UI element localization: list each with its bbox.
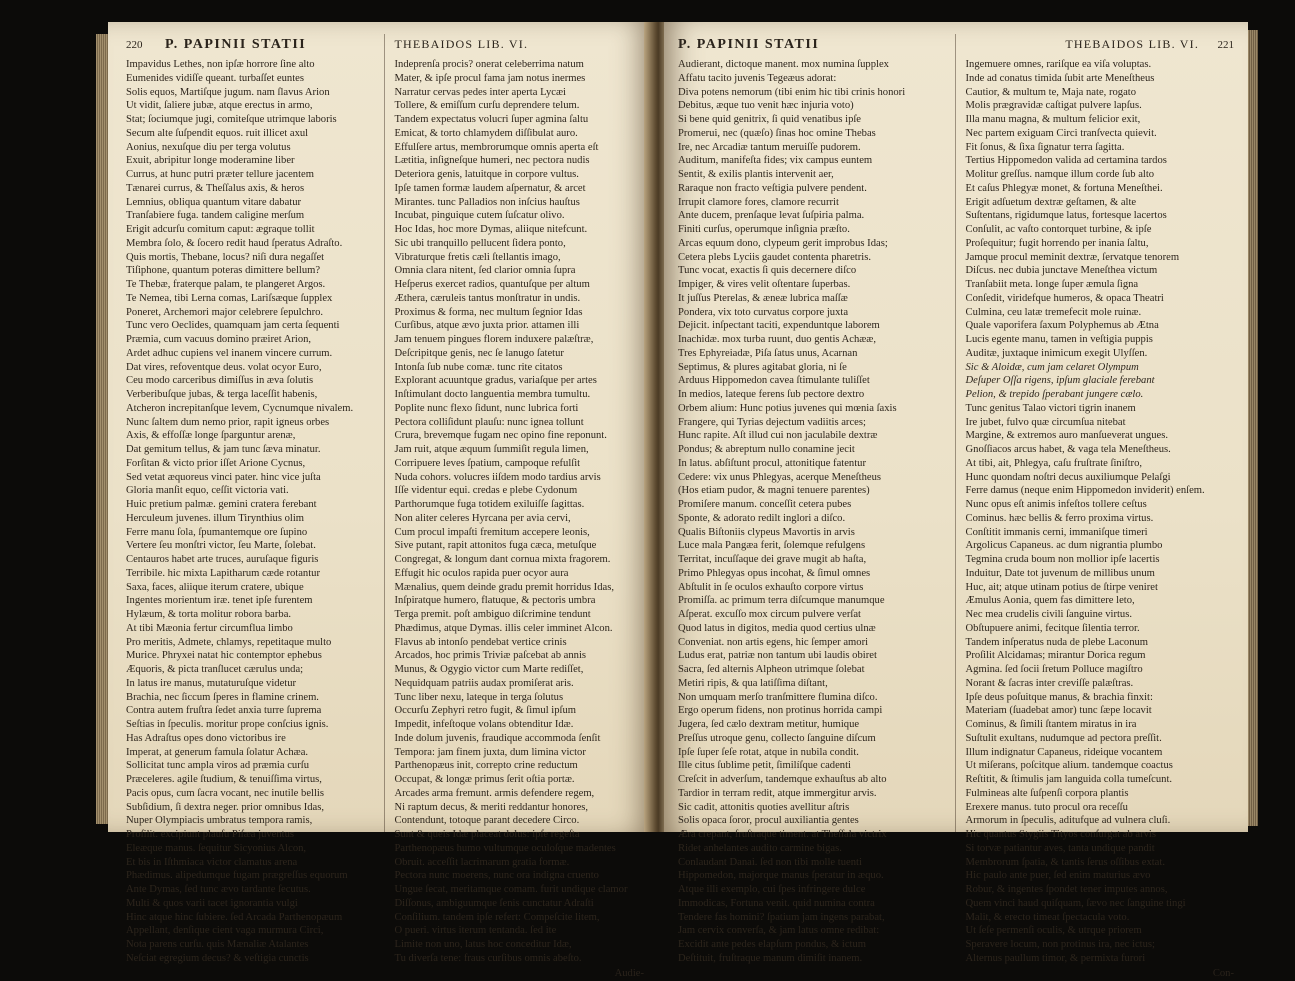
verse-line: Contra autem fruſtra ſedet anxia turre ſuprema bbox=[126, 705, 322, 717]
verse-line: Promerui, nec (quæſo) ſinas hoc omine Thebas bbox=[678, 127, 876, 139]
verse-line: (Hos etiam pudor, & magni tenuere parentes) bbox=[678, 485, 870, 497]
verse-line: Mirantes. tunc Palladios non inſcius hauſtus bbox=[394, 196, 580, 208]
verse-line: Frangere, qui Tyrias dejectum vadiitis arces; bbox=[678, 416, 866, 428]
verse-line: Abſtulit in ſe oculos exhauſto corpore virtus bbox=[678, 581, 864, 593]
verse-line: Narratur cervas pedes inter aperta Lycæi bbox=[394, 86, 566, 98]
verse-line: Forſitan & victo prior iſſet Arione Cycnus, bbox=[126, 457, 306, 469]
right-page-catchword: Con- bbox=[1212, 967, 1234, 979]
verse-line: Qualis Biſtoniis clypeus Mavortis in arvis bbox=[678, 526, 855, 538]
verse-line: Vibraturque fretis cæli ſtellantis imago, bbox=[394, 251, 561, 263]
verse-line: Atcheron increpitanſque levem, Cycnumque nivalem. bbox=[126, 402, 354, 414]
verse-line: Phædimus, atque Dymas. illis celer imminet Alcon. bbox=[394, 622, 613, 634]
verse-line: Erigit adcurſu comitum caput: ægraque tollit bbox=[126, 224, 315, 235]
verse-line: Mænalius, quem deinde gradu premit horridus Idas, bbox=[394, 581, 614, 593]
verse-line: Obruit. acceſſit lacrimarum gratia formæ. bbox=[394, 856, 570, 868]
verse-line: Gnoſſiacos arcus habet, & vaga tela Meneſtheus. bbox=[965, 444, 1171, 455]
verse-line: Diſcus. nec dubia junctave Meneſthea victum bbox=[965, 265, 1158, 277]
book-spread bbox=[108, 22, 1248, 979]
verse-line: Subſidium, ſi dextra neger. prior omnibus Idas, bbox=[126, 801, 325, 813]
verse-line: Munus, & Ogygio victor cum Marte rediſſet, bbox=[394, 664, 584, 675]
verse-line: Suſtulit exultans, nudumque ad pectora preſſit. bbox=[965, 732, 1162, 744]
verse-line: Congregat, & longum dant cornua mixta fragorem. bbox=[394, 554, 611, 565]
verse-line: Sacra, ſed alternis Alpheon utrimque ſolebat bbox=[678, 664, 865, 675]
verse-line: Eumenides vidiſſe queant. turbaſſet euntes bbox=[126, 72, 304, 84]
verse-line: Ipſe deus poſuitque manus, & brachia finxit: bbox=[965, 691, 1153, 703]
verse-line: Omnia clara nitent, ſed clarior omnia ſupra bbox=[394, 265, 576, 277]
verse-line: Deſuper Oſſa rigens, ipſum glaciale ferebant bbox=[965, 375, 1155, 387]
verse-line: Exuit, abripitur longe moderamine liber bbox=[126, 155, 295, 167]
verse-line: Hoc Idas, hoc more Dymas, aliique nitefcunt. bbox=[394, 224, 588, 235]
verse-line: Arcados, hoc primis Triviæ paſcebat ab annis bbox=[394, 650, 587, 662]
verse-line: Occurſu Zephyri retro fugit, & ſimul ipſum bbox=[394, 705, 577, 717]
verse-line: Suſtentans, rigidumque latus, fortesque lacertos bbox=[965, 210, 1167, 222]
verse-line: Tandem inſperatus nuda de plebe Laconum bbox=[965, 636, 1149, 648]
verse-line: Jugera, ſed cælo dextram metitur, humique bbox=[678, 719, 860, 730]
verse-line: Ante ducem, prenſaque levat ſuſpiria palma. bbox=[678, 210, 865, 222]
verse-line: Pondus; & abreptum nullo conamine jecit bbox=[678, 444, 855, 455]
verse-line: Sic ubi tranquillo pellucent ſidera ponto, bbox=[394, 237, 566, 249]
verse-line: Proſequitur; fugit horrendo per inania ſaltu, bbox=[965, 237, 1149, 249]
verse-line: Promiſere manum. conceſſit cetera pubes bbox=[678, 499, 852, 510]
verse-line: Inſpiratque humero, flatuque, & pectoris umbra bbox=[394, 595, 596, 607]
verse-line: Parthorumque fuga totidem exiluiſſe ſagittas. bbox=[394, 499, 585, 510]
verse-line: Corripuere leves ſpatium, campoque refulſit bbox=[394, 457, 581, 469]
verse-line: Preſſus utroque genu, collecto ſanguine diſcum bbox=[678, 732, 876, 744]
left-page-book-number: LIB. VI. bbox=[477, 37, 529, 51]
right-page-column-2 bbox=[955, 34, 1235, 979]
left-page-text-col2 bbox=[395, 58, 645, 966]
verse-line: Proſilit Alcidamas; mirantur Dorica regum bbox=[965, 650, 1146, 662]
verse-line: Quem vinci haud quiſquam, ſævo nec ſanguine tingi bbox=[965, 897, 1186, 909]
left-page-running-head bbox=[126, 34, 376, 58]
verse-line: Nunc ſaltem dum nemo prior, rapit igneus orbes bbox=[126, 416, 330, 428]
verse-line: Jamque procul meminit dextræ, ſervatque tenorem bbox=[965, 251, 1180, 263]
verse-line: Te Thebæ, fraterque palam, te plangeret Argos. bbox=[126, 279, 326, 290]
verse-line: Alternus paullum timor, & permixta furori bbox=[965, 952, 1146, 964]
left-page-text-col1 bbox=[126, 58, 376, 966]
verse-line: Præmia, cum vacuus domino præiret Arion, bbox=[126, 334, 312, 345]
verse-line: Septimus, & plures agitabat gloria, ni ſe bbox=[678, 361, 847, 373]
verse-line: Axis, & effoſſæ longe ſparguntur arenæ, bbox=[126, 430, 296, 442]
verse-line: Nuda cohors. volucres iiſdem modo tardius arvis bbox=[394, 471, 601, 483]
verse-line: Quod latus in digitos, media quod certius ulnæ bbox=[678, 622, 876, 634]
verse-line: Ceu modo carceribus dimiſſus in æva ſolutis bbox=[126, 375, 314, 387]
verse-line: Cautior, & multum te, Maja nate, rogato bbox=[965, 86, 1137, 98]
verse-line: Sunt & queis Idæ placeat dolus: ipſe regeſta bbox=[394, 829, 580, 840]
verse-line: Quale vaporifera ſaxum Polyphemus ab Ætna bbox=[965, 320, 1159, 332]
verse-line: Verberibuſque jubas, & terga laceſſit habenis, bbox=[126, 389, 318, 400]
verse-line: Deſcripitque genis, nec ſe lanugo ſatetur bbox=[394, 347, 564, 359]
verse-line: Stat; ſociumque jugi, comiteſque utrimque laboris bbox=[126, 114, 337, 125]
verse-line: Curſibus, atque ævo juxta prior. attamen illi bbox=[394, 320, 580, 332]
verse-line: Pacis opus, cum ſacra vocant, nec inutile bellis bbox=[126, 787, 324, 799]
verse-line: At tibi, ait, Phlegya, caſu fruſtrate ſiniſtro, bbox=[965, 457, 1143, 469]
verse-line: Brachia, nec ſiccum ſperes in flamine crinem. bbox=[126, 691, 319, 703]
verse-line: Ut miſerans, poſcitque alium. tandemque coactus bbox=[965, 760, 1173, 772]
verse-line: Tardior in terram redit, atque immergitur arvis. bbox=[678, 787, 877, 799]
verse-line: Pro meritis, Admete, chlamys, repetitaque multo bbox=[126, 636, 332, 648]
verse-line: Conlaudant Danai. ſed non tibi molle tuenti bbox=[678, 856, 862, 868]
verse-line: Ille citus ſublime petit, ſimilíſque cadenti bbox=[678, 760, 851, 772]
verse-line: Hic quantus Stygiis Tityos conſurgat ab arvis bbox=[965, 829, 1156, 840]
verse-line: Erexere manus. tuto procul ora receſſu bbox=[965, 801, 1128, 813]
verse-line: Et bis in Iſthmiaca victor clamatus arena bbox=[126, 856, 298, 868]
verse-line: Culmina, ceu latæ tremefecit mole ruinæ. bbox=[965, 306, 1142, 318]
right-page-text-col1 bbox=[678, 58, 947, 966]
verse-line: Cedere: vix unus Phlegyas, acerque Meneſtheus bbox=[678, 471, 881, 483]
verse-line: Ire, nec Arcadiæ tantum meruiſſe pudorem. bbox=[678, 141, 861, 153]
verse-line: At tibi Mæonia fertur circumflua limbo bbox=[126, 622, 293, 634]
verse-line: Orbem alium: Hunc potius juvenes qui mœnia ſaxis bbox=[678, 402, 897, 414]
right-page-book-head bbox=[966, 34, 1235, 58]
verse-line: Intonſa ſub nube comæ. tunc rite citatos bbox=[394, 361, 563, 373]
verse-line: Tres Ephyreiadæ, Piſa ſatus unus, Acarnan bbox=[678, 347, 858, 359]
verse-line: Emicat, & torto chlamydem diſſibulat auro. bbox=[394, 127, 578, 139]
verse-line: Impedit, infeſtoque volans obtenditur Idæ. bbox=[394, 719, 574, 730]
verse-line: Ferre manu ſola, ſpumantemque ore ſupino bbox=[126, 526, 308, 538]
verse-line: Sollicitat tunc ampla viros ad præmia curſu bbox=[126, 760, 309, 772]
verse-line: Audierant, dictoque manent. mox numina ſupplex bbox=[678, 59, 889, 70]
verse-line: Erigit adſuetum dextræ geſtamen, & alte bbox=[965, 196, 1137, 208]
verse-line: Atque illi exemplo, cui ſpes infringere dulce bbox=[678, 884, 866, 895]
verse-line: Sive putant, rapit attonitos fuga cæca, metuſque bbox=[394, 540, 597, 552]
verse-line: Occupat, & longæ primus ſerit oſtia portæ. bbox=[394, 774, 575, 785]
verse-line: Præceleres. agile ſtudium, & tenuiſſima virtus, bbox=[126, 774, 322, 785]
verse-line: Arcades arma fremunt. armis defendere regem, bbox=[394, 787, 595, 799]
verse-line: Sic & Aloidæ, cum jam celaret Olympum bbox=[965, 361, 1139, 373]
verse-line: Æra crepant, fruſtraque timent. at Theſſala victrix bbox=[678, 829, 887, 840]
verse-line: Herculeum juvenes. illum Tirynthius olim bbox=[126, 512, 305, 524]
verse-line: Ergo operum fidens, non protinus horrida campi bbox=[678, 705, 883, 717]
verse-line: Tertius Hippomedon valida ad certamina tardos bbox=[965, 155, 1167, 167]
verse-line: Cominus, & ſimili ſtantem miratus in ira bbox=[965, 719, 1137, 730]
left-page-number: 220 bbox=[126, 39, 143, 51]
left-page-book-head bbox=[395, 34, 645, 58]
verse-line: Non aliter celeres Hyrcana per avia cervi, bbox=[394, 512, 571, 524]
verse-line: Currus, at hunc putri præter tellure jacentem bbox=[126, 169, 314, 180]
verse-line: Finiti curſus, operumque inſignia præſto. bbox=[678, 224, 850, 235]
verse-line: Obſtupuere animi, fecitque ſilentia terror. bbox=[965, 622, 1140, 634]
verse-line: Irrupit clamore fores, clamore recurrit bbox=[678, 196, 839, 208]
verse-line: Tunc vocat, exactis ſi quis decernere diſco bbox=[678, 265, 857, 277]
verse-line: Effulſere artus, membrorumque omnis aperta eſt bbox=[394, 141, 599, 153]
verse-line: Hylæum, & torta molitur robora barba. bbox=[126, 609, 292, 620]
verse-line: Parthenopæus humo vultumque oculoſque madentes bbox=[394, 842, 616, 854]
verse-line: Centauros habet arte truces, auruſaque figuris bbox=[126, 554, 319, 565]
verse-line: Tranſabiit meta. longe ſuper æmula ſigna bbox=[965, 279, 1139, 290]
verse-line: Eleæque manus. ſequitur Sicyonius Alcon, bbox=[126, 842, 307, 854]
verse-line: Tunc liber nexu, lateque in terga ſolutus bbox=[394, 691, 564, 703]
verse-line: Jam cervix converſa, & jam latus omne redibat: bbox=[678, 925, 880, 937]
verse-line: Appellant, denſique cient vaga murmura Circi, bbox=[126, 925, 324, 937]
verse-line: Fit ſonus, & ſixa ſignatur terra ſagitta. bbox=[965, 141, 1125, 153]
verse-line: Dat vires, refoventque deus. volat ocyor Euro, bbox=[126, 361, 322, 373]
verse-line: Sentit, & exilis plantis intervenit aer, bbox=[678, 169, 834, 180]
right-page-running-head bbox=[678, 34, 947, 58]
verse-line: Hunc rapite. Aſt illud cui non jaculabile dextræ bbox=[678, 430, 878, 442]
verse-line: Dejicit. inſpectant taciti, expenduntque laborem bbox=[678, 320, 880, 332]
verse-line: Conſtitit immanis cerni, immaniſque timeri bbox=[965, 526, 1148, 538]
verse-line: Tandem expectatus volucri ſuper agmina ſaltu bbox=[394, 114, 589, 125]
verse-line: Nec mea crudelis civili ſanguine virtus. bbox=[965, 609, 1133, 620]
left-page-book-title: THEBAIDOS bbox=[394, 37, 474, 51]
verse-line: Hippomedon, majorque manus ſperatur in æquo. bbox=[678, 870, 884, 882]
right-page-book-title: THEBAIDOS bbox=[1065, 37, 1145, 51]
verse-line: Has Adraſtus opes dono victoribus ire bbox=[126, 732, 286, 744]
verse-line: Arduus Hippomedon cavea ſtimulante tuliſſet bbox=[678, 375, 870, 387]
verse-line: Dat gemitum tellus, & jam tunc ſæva minatur. bbox=[126, 444, 321, 455]
verse-line: Secum alte ſuſpendit equos. ruit illicet axul bbox=[126, 127, 309, 139]
verse-line: Pondera, vix toto curvatus corpore juxta bbox=[678, 306, 849, 318]
verse-line: Hunc quondam noſtri decus auxiliumque Pelaſgi bbox=[965, 471, 1171, 483]
verse-line: Illa manu magna, & multum felicior exit, bbox=[965, 114, 1141, 125]
verse-line: Ire jubet, fulvo quæ circumſua nitebat bbox=[965, 416, 1126, 428]
verse-line: Gloria manſit equo, ceſſit victoria vati. bbox=[126, 485, 289, 497]
verse-line: Impiger, & vires velit oſtentare ſuperbas. bbox=[678, 279, 851, 290]
verse-line: Inde dolum juvenis, fraudique accommoda ſenſit bbox=[394, 732, 601, 744]
right-page-author-title: P. PAPINII STATII bbox=[678, 37, 820, 52]
verse-line: Raraque non fracto veſtigia pulvere pendent. bbox=[678, 182, 867, 194]
verse-line: Materiam (ſuadebat amor) tunc ſæpe locavit bbox=[965, 705, 1152, 717]
verse-line: Poneret, Archemori major celebrere ſepulchro. bbox=[126, 306, 324, 318]
verse-line: Si torvæ patiantur aves, tanta undique pandit bbox=[965, 842, 1155, 854]
verse-line: Terribile. hic mixta Lapitharum cæde rotantur bbox=[126, 567, 320, 579]
verse-line: Aſperat. excuſſo mox circum pulvere verſat bbox=[678, 609, 861, 620]
verse-line: Ni raptum decus, & meriti reddantur honores, bbox=[394, 801, 589, 813]
verse-line: Luce mala Pangæa ferit, ſolemque refulgens bbox=[678, 540, 866, 552]
verse-line: Tænarei currus, & Theſſalus axis, & heros bbox=[126, 182, 305, 194]
verse-line: O pueri. virtus iterum tentanda. ſed ite bbox=[394, 925, 557, 937]
verse-line: Terga premit. poſt ambiguo diſcrimine tendunt bbox=[394, 609, 591, 620]
verse-line: Illum indignatur Capaneus, rideique vocantem bbox=[965, 746, 1163, 758]
verse-line: Conſedit, viridefque humeros, & opaca Theatri bbox=[965, 292, 1164, 304]
verse-line: Non umquam merſo tranſmittere flumina diſco. bbox=[678, 691, 878, 703]
verse-line: Membrorum ſpatia, & tantis ſerus oſſibus extat. bbox=[965, 856, 1165, 868]
verse-line: Nuper Olympiacis umbratus tempora ramis, bbox=[126, 815, 313, 827]
verse-line: Jam tenuem pingues florem induxere palæſtræ, bbox=[394, 334, 594, 345]
verse-line: Heſperus exercet radios, quantuſque per altum bbox=[394, 279, 590, 290]
verse-line: Inachidæ. mox turba ruunt, duo gentis Achææ, bbox=[678, 334, 877, 345]
verse-line: Tranſabiere fuga. tandem caligine merſum bbox=[126, 210, 305, 222]
verse-line: Diſſonus, ambiguumque ſenis cunctatur Adraſti bbox=[394, 897, 594, 909]
verse-line: Nota parens curſu. quis Mænaliæ Atalantes bbox=[126, 939, 309, 950]
verse-line: Contendunt, totoque parant decedere Circo. bbox=[394, 815, 580, 827]
verse-line: Hinc atque hinc ſubiere. ſed Arcada Parthenopæum bbox=[126, 911, 343, 923]
right-page bbox=[664, 22, 1248, 979]
verse-line: Inde ad conatus timida ſubit arte Meneſtheus bbox=[965, 72, 1155, 84]
verse-line: Tendere fas homini? ſpatium jam ingens parabat, bbox=[678, 911, 885, 923]
verse-line: Incubat, pinguique cutem ſuſcatur olivo. bbox=[394, 210, 565, 222]
verse-line: Cetera plebs Lyciis gaudet contenta pharetris. bbox=[678, 251, 871, 263]
verse-line: Agmina. ſed ſocii ſretum Polluce magiſtro bbox=[965, 664, 1143, 675]
verse-line: Multi & quos varii tacet ignorantia vulgi bbox=[126, 897, 298, 909]
verse-line: Auditæ, juxtaque inimicum exegit Ulyſſen. bbox=[965, 347, 1148, 359]
verse-line: Tegmina cruda boum non mollior ipſe lacertis bbox=[965, 554, 1160, 565]
verse-line: In medios, lateque ferens ſub pectore dextro bbox=[678, 389, 865, 400]
verse-line: Immodicas, Fortuna venit. quid numina contra bbox=[678, 897, 875, 909]
right-page-book-number: LIB. VI. bbox=[1148, 37, 1200, 51]
verse-line: Ingentes morientum iræ. tenet ipſe furentem bbox=[126, 595, 313, 607]
verse-line: Metiri ripis, & qua latiſſima diſtant, bbox=[678, 677, 828, 689]
verse-line: Induitur, Date tot juvenum de millibus unum bbox=[965, 567, 1155, 579]
right-page-column-1 bbox=[678, 34, 955, 964]
verse-line: Neſciat egregium decus? & veſtigia cunctis bbox=[126, 952, 309, 964]
right-page-columns bbox=[678, 34, 1234, 979]
verse-line: Sic cadit, attonitis quoties avellitur aſtris bbox=[678, 801, 850, 813]
verse-line: Auditum, manifeſta fides; vix campus euntem bbox=[678, 155, 873, 167]
verse-line: Inſtimulant docto languentia membra tumultu. bbox=[394, 389, 591, 400]
verse-line: Lemnius, obliqua quantum vitare dabatur bbox=[126, 196, 302, 208]
verse-line: Malit, & erecto timeat ſpectacula voto. bbox=[965, 911, 1130, 923]
verse-line: Fulmineas alte ſuſpenſi corpora plantis bbox=[965, 787, 1129, 799]
verse-line: Solis equos, Martiſque jugum. nam ſlavus Arion bbox=[126, 86, 330, 98]
verse-line: Molitur greſſus. namque illum corde ſub alto bbox=[965, 169, 1155, 180]
verse-line: Lucis egente manu, tamen in veſtigia puppis bbox=[965, 334, 1153, 345]
verse-line: Debitus, æque tuo venit hæc injuria voto) bbox=[678, 100, 854, 112]
verse-line: Æmulus Aonia, quem fas dimittere leto, bbox=[965, 595, 1135, 607]
verse-line: Murice. Phryxei natat hic contemptor ephebus bbox=[126, 650, 322, 662]
verse-line: Ingemuere omnes, rariſque ea viſa voluptas. bbox=[965, 59, 1152, 70]
verse-line: Tollere, & emiſſum curſu deprendere telum. bbox=[394, 100, 580, 112]
verse-line: Conveniat. non artis egens, hic ſemper amori bbox=[678, 636, 869, 648]
verse-line: Et caſus Phlegyæ monet, & fortuna Meneſthei. bbox=[965, 182, 1163, 194]
verse-line: Conſulit, ac vaſto contorquet turbine, & ipſe bbox=[965, 224, 1152, 235]
left-page-catchword: Audie- bbox=[614, 967, 644, 979]
verse-line: Quis mortis, Thebane, locus? niſi dura negaſſet bbox=[126, 251, 325, 263]
verse-line: Æthera, cæruleis tantus monſtratur in undis. bbox=[394, 292, 581, 304]
right-page-text-col2 bbox=[966, 58, 1235, 966]
left-page-column-2 bbox=[384, 34, 645, 979]
verse-line: Æquoris, & picta tranſlucet cærulus unda; bbox=[126, 664, 304, 675]
verse-line: Pectora colliſidunt plauſu: nunc ignea tollunt bbox=[394, 416, 584, 428]
verse-line: Proximus & forma, nec multum ſegnior Idas bbox=[394, 306, 583, 318]
verse-line: Jam ruit, atque æquum ſummiſit regula limen, bbox=[394, 444, 589, 455]
verse-line: Ut vidit, ſaliere jubæ, atque erectus in armo, bbox=[126, 100, 313, 112]
verse-line: Crura, brevemque fugam nec opino fine reponunt. bbox=[394, 430, 607, 442]
verse-line: Ridet anhelantes audito carmine bigas. bbox=[678, 842, 842, 854]
verse-line: Creſcit in adverſum, tandemque exhauſtus ab alto bbox=[678, 774, 887, 785]
verse-line: Excidit ante pedes elapſum pondus, & ictum bbox=[678, 939, 866, 950]
verse-line: Mater, & ipſe procul fama jam notus inermes bbox=[394, 72, 586, 84]
verse-line: Pelion, & trepido ſperabant jungere cælo. bbox=[965, 389, 1144, 400]
verse-line: Solis opaca ſoror, procul auxiliantia gentes bbox=[678, 815, 859, 827]
verse-line: Pectora nunc moerens, nunc ora indigna cruento bbox=[394, 870, 599, 882]
verse-line: Cominus. hæc bellis & ferro proxima virtus. bbox=[965, 512, 1154, 524]
verse-line: Speravere locum, non protinus ira, nec ictus; bbox=[965, 939, 1155, 950]
verse-line: Huic pretium palmæ. gemini cratera ferebant bbox=[126, 499, 317, 510]
verse-line: Cum procul impaſti fremitum accepere leonis, bbox=[394, 526, 590, 538]
verse-line: Phædimus. alipedumque fugam prægreſſus equorum bbox=[126, 870, 348, 882]
verse-line: Ipſe ſuper ſeſe rotat, atque in nubila condit. bbox=[678, 746, 859, 758]
verse-line: Norant & ſacras inter creviſſe palæſtras. bbox=[965, 677, 1134, 689]
verse-line: Iſſe videntur equi. credas e plebe Cydonum bbox=[394, 485, 578, 497]
left-page bbox=[108, 22, 650, 979]
verse-line: Tu diverſa tene: fraus curſibus omnis abeſto. bbox=[394, 952, 582, 964]
verse-line: Ipſe tamen formæ laudem aſpernatur, & arcet bbox=[394, 182, 586, 194]
verse-line: Argolicus Capaneus. ac dum nigrantia plumbo bbox=[965, 540, 1163, 552]
verse-line: Effugit hic oculos rapida puer ocyor aura bbox=[394, 567, 569, 579]
verse-line: Si bene quid genitrix, ſi quid venatibus ipſe bbox=[678, 114, 862, 125]
verse-line: Ante Dymas, ſed tunc ævo tardante ſecutus. bbox=[126, 884, 311, 895]
verse-line: It juſſus Pterelas, & æneæ lubrica maſſæ bbox=[678, 292, 848, 304]
verse-line: Deteriora genis, latuitque in corpore vultus. bbox=[394, 169, 579, 180]
verse-line: Tunc genitus Talao victori tigrin inanem bbox=[965, 402, 1136, 414]
verse-line: Sed vetat æquoreus vinci pater. hinc vice juſta bbox=[126, 471, 321, 483]
verse-line: Seſtias in ſpeculis. moritur prope conſcius ignis. bbox=[126, 719, 329, 730]
verse-line: Imperat, at generum famula ſolatur Achæa. bbox=[126, 746, 309, 758]
verse-line: Proſilit. excipiunt plauſu Piſæa juventus bbox=[126, 829, 295, 840]
verse-line: Poplite nunc flexo ſidunt, nunc lubrica forti bbox=[394, 402, 579, 414]
right-page-number: 221 bbox=[1217, 39, 1234, 51]
left-page-columns bbox=[126, 34, 644, 979]
verse-line: Flavus ab intonſo pendebat vertice crinis bbox=[394, 636, 567, 648]
verse-line: Hic paulo ante puer, ſed enim maturius ævo bbox=[965, 870, 1151, 882]
verse-line: Armorum in ſpeculis, aditufque ad vulnera cluſi. bbox=[965, 815, 1171, 827]
verse-line: Nequidquam patriis audax promiſerat aris. bbox=[394, 677, 574, 689]
verse-line: Impavidus Lethes, non ipſæ horrore ſine alto bbox=[126, 59, 315, 70]
verse-line: In latus. abſiſtunt procul, attonitique fatentur bbox=[678, 457, 866, 469]
verse-line: Indeprenſa procis? onerat celeberrima natum bbox=[394, 59, 584, 70]
verse-line: Reſtitit, & ſtimulis jam languida colla tumeſcunt. bbox=[965, 774, 1173, 785]
verse-line: Membra ſolo, & ſocero redit haud ſperatus Adraſto. bbox=[126, 237, 343, 249]
verse-line: Nec partem exiguam Circi tranſvecta quievit. bbox=[965, 127, 1157, 139]
verse-line: Affatu tacito juvenis Tegeæus adorat: bbox=[678, 72, 837, 84]
verse-line: Margine, & extremos auro manſueverat ungues. bbox=[965, 430, 1168, 442]
verse-line: Primo Phlegyas opus incohat, & ſimul omnes bbox=[678, 567, 871, 579]
verse-line: Tempora: jam finem juxta, dum limina victor bbox=[394, 746, 586, 758]
verse-line: Te Nemea, tibi Lerna comas, Lariſsæque ſupplex bbox=[126, 292, 333, 304]
verse-line: Huc, ait; atque utinam potius de ſtirpe veniret bbox=[965, 581, 1158, 593]
verse-line: Explorant acuuntque gradus, variaſque per artes bbox=[394, 375, 597, 387]
verse-line: Vertere ſeu monſtri victor, ſeu Marte, ſolebat. bbox=[126, 540, 316, 552]
verse-line: Promiſſa. ac primum terra diſcumque manumque bbox=[678, 595, 885, 607]
verse-line: Aonius, nexuſque diu per terga volutus bbox=[126, 141, 291, 153]
verse-line: Sponte, & adorato redilt inglori a diſco. bbox=[678, 512, 846, 524]
verse-line: Deſtituit, fruſtraque manum dimiſit inanem. bbox=[678, 952, 863, 964]
verse-line: Robur, & ingentes ſpondet tener imputes annos, bbox=[965, 884, 1168, 895]
verse-line: Ut ſeſe permenſi oculis, & utrque priorem bbox=[965, 925, 1142, 937]
verse-line: Conſilium. tandem ipſe refert: Compeſcite litem, bbox=[394, 911, 600, 923]
left-page-column-1 bbox=[126, 34, 384, 964]
verse-line: Molis prægravidæ caſtigat pulvere lapſus. bbox=[965, 100, 1142, 112]
verse-line: Tiſiphone, quantum poteras dimittere bellum? bbox=[126, 265, 321, 277]
verse-line: Saxa, faces, aliique iterum cratere, ubique bbox=[126, 581, 304, 593]
verse-line: Arcas equum dono, clypeum gerit improbus Idas; bbox=[678, 237, 888, 249]
verse-line: In latus ire manus, mutaturuſque videtur bbox=[126, 677, 297, 689]
left-page-author-title: P. PAPINII STATII bbox=[164, 37, 307, 52]
verse-line: Ardet adhuc cupiens vel inanem vincere currum. bbox=[126, 347, 333, 359]
verse-line: Limite non uno, latus hoc conceditur Idæ, bbox=[394, 939, 572, 950]
verse-line: Ungue ſecat, meritamque comam. furit undique clamor bbox=[394, 884, 628, 895]
verse-line: Nunc opus eſt animis infeſtos tollere ceſtus bbox=[965, 499, 1147, 510]
verse-line: Parthenopæus init, correpto crine reductum bbox=[394, 760, 578, 772]
verse-line: Ludus erat, patriæ non tantum ubi laudis obiret bbox=[678, 650, 877, 662]
verse-line: Territat, incuſſaque dei grave mugit ab haſta, bbox=[678, 554, 867, 565]
verse-line: Ferre damus (neque enim Hippomedon inviderit) enſem. bbox=[965, 485, 1205, 497]
verse-line: Lætitia, inſigneſque humeri, nec pectora nudis bbox=[394, 155, 590, 167]
verse-line: Tunc vero Oeclides, quamquam jam certa ſequenti bbox=[126, 320, 340, 332]
verse-line: Diva potens nemorum (tibi enim hic tibi crinis honori bbox=[678, 86, 906, 98]
